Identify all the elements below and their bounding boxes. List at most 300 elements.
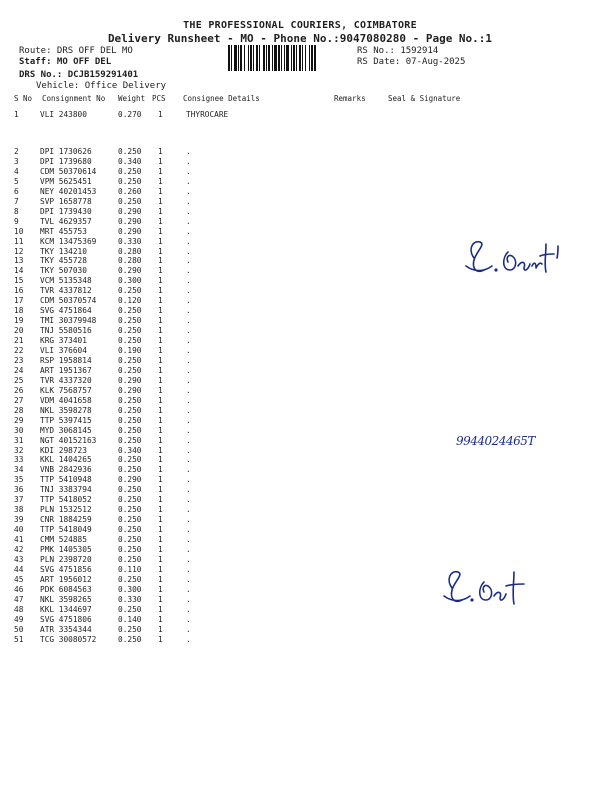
- row-weight: 0.290: [118, 475, 142, 485]
- barcode-bar: [314, 45, 316, 71]
- table-row: [0, 336, 600, 346]
- barcode-bar: [238, 45, 239, 71]
- row-weight: 0.280: [118, 246, 142, 256]
- table-row: [0, 326, 600, 336]
- barcode-bar: [266, 45, 267, 71]
- barcode-bar: [259, 45, 260, 71]
- table-row: [0, 396, 600, 406]
- row-pcs: 1: [158, 515, 163, 525]
- row-consignee-details: .: [186, 196, 191, 206]
- row-weight: 0.250: [118, 515, 142, 525]
- row-sno: 37: [14, 495, 24, 505]
- row-pcs: 1: [158, 405, 163, 415]
- row-consignment-no: NKL 3598265: [40, 594, 92, 604]
- row-pcs: 1: [158, 110, 163, 119]
- row-consignee-details: .: [186, 634, 191, 644]
- row-pcs: 1: [158, 475, 163, 485]
- row-sno: 3: [14, 156, 19, 166]
- row-weight: 0.260: [118, 186, 142, 196]
- barcode-bar: [250, 45, 252, 71]
- row-pcs: 1: [158, 186, 163, 196]
- barcode-bar: [309, 45, 310, 71]
- row-sno: 14: [14, 266, 24, 276]
- row-pcs: 1: [158, 455, 163, 465]
- row-consignment-no: KRG 373401: [40, 336, 87, 346]
- row-weight: 0.250: [118, 286, 142, 296]
- row-consignee-details: .: [186, 266, 191, 276]
- rs-number: RS No.: 1592914: [357, 46, 439, 56]
- table-row: [0, 416, 600, 426]
- row-consignee-details: .: [186, 336, 191, 346]
- row-consignee-details: .: [186, 395, 191, 405]
- table-row: [0, 110, 600, 120]
- table-row: [0, 147, 600, 157]
- row-sno: 25: [14, 375, 24, 385]
- barcode-bar: [286, 45, 289, 71]
- row-pcs: 1: [158, 306, 163, 316]
- row-pcs: 1: [158, 226, 163, 236]
- row-sno: 20: [14, 326, 24, 336]
- table-row: [0, 515, 600, 525]
- row-consignment-no: DPI 1739680: [40, 156, 92, 166]
- row-consignee-details: .: [186, 246, 191, 256]
- table-row: [0, 316, 600, 326]
- col-header-seal-signature: Seal & Signature: [388, 94, 461, 103]
- barcode-bar: [263, 45, 265, 71]
- row-pcs: 1: [158, 604, 163, 614]
- row-consignee-details: .: [186, 624, 191, 634]
- row-consignee-details: .: [186, 405, 191, 415]
- row-pcs: 1: [158, 614, 163, 624]
- barcode-bar: [253, 45, 254, 71]
- row-consignment-no: TKY 455728: [40, 256, 87, 266]
- row-consignee-details: .: [186, 147, 191, 156]
- table-row: [0, 455, 600, 465]
- row-weight: 0.250: [118, 306, 142, 316]
- row-weight: 0.110: [118, 564, 142, 574]
- row-weight: 0.250: [118, 465, 142, 475]
- row-weight: 0.300: [118, 276, 142, 286]
- row-pcs: 1: [158, 316, 163, 326]
- row-pcs: 1: [158, 246, 163, 256]
- table-row: [0, 615, 600, 625]
- row-weight: 0.250: [118, 485, 142, 495]
- row-sno: 43: [14, 554, 24, 564]
- barcode-bar: [240, 45, 242, 71]
- row-pcs: 1: [158, 216, 163, 226]
- row-consignment-no: DPI 1739430: [40, 206, 92, 216]
- row-consignment-no: TVR 4337812: [40, 286, 92, 296]
- vehicle-label: Vehicle: Office Delivery: [36, 81, 167, 91]
- table-row: [0, 625, 600, 635]
- barcode-bar: [293, 45, 295, 71]
- row-weight: 0.250: [118, 355, 142, 365]
- barcode-bar: [299, 45, 301, 71]
- row-sno: 35: [14, 475, 24, 485]
- row-sno: 17: [14, 296, 24, 306]
- row-weight: 0.250: [118, 196, 142, 206]
- row-consignment-no: TTP 5397415: [40, 415, 92, 425]
- row-weight: 0.290: [118, 216, 142, 226]
- row-weight: 0.290: [118, 266, 142, 276]
- row-pcs: 1: [158, 445, 163, 455]
- row-sno: 45: [14, 574, 24, 584]
- row-weight: 0.340: [118, 156, 142, 166]
- row-sno: 36: [14, 485, 24, 495]
- row-pcs: 1: [158, 276, 163, 286]
- row-sno: 48: [14, 604, 24, 614]
- staff-label: Staff: MO OFF DEL: [19, 57, 112, 67]
- row-weight: 0.330: [118, 594, 142, 604]
- row-consignee-details: .: [186, 365, 191, 375]
- row-pcs: 1: [158, 266, 163, 276]
- row-consignee-details: .: [186, 584, 191, 594]
- barcode-bar: [228, 45, 230, 71]
- barcode-bar: [296, 45, 297, 71]
- row-consignment-no: NKL 3598278: [40, 405, 92, 415]
- row-sno: 31: [14, 435, 24, 445]
- barcode-bar: [311, 45, 313, 71]
- row-pcs: 1: [158, 336, 163, 346]
- row-pcs: 1: [158, 256, 163, 266]
- row-weight: 0.250: [118, 395, 142, 405]
- row-weight: 0.250: [118, 525, 142, 535]
- barcode-bar: [274, 45, 277, 71]
- row-sno: 22: [14, 346, 24, 355]
- barcode-bar: [272, 45, 273, 71]
- row-weight: 0.250: [118, 545, 142, 554]
- row-consignee-details: .: [186, 355, 191, 365]
- row-weight: 0.120: [118, 296, 142, 306]
- row-consignment-no: TNJ 5580516: [40, 326, 92, 336]
- row-sno: 27: [14, 395, 24, 405]
- row-sno: 30: [14, 425, 24, 435]
- company-title: THE PROFESSIONAL COURIERS, COIMBATORE: [183, 20, 417, 31]
- row-consignment-no: MRT 455753: [40, 226, 87, 236]
- row-consignment-no: TTP 5418052: [40, 495, 92, 505]
- signature-image-2: [440, 566, 550, 610]
- row-consignment-no: KKL 1404265: [40, 455, 92, 465]
- row-pcs: 1: [158, 554, 163, 564]
- row-pcs: 1: [158, 525, 163, 535]
- row-consignee-details: .: [186, 515, 191, 525]
- row-consignment-no: PLN 2398720: [40, 554, 92, 564]
- row-consignee-details: .: [186, 206, 191, 216]
- row-sno: 29: [14, 415, 24, 425]
- row-consignee-details: .: [186, 535, 191, 545]
- row-sno: 13: [14, 256, 24, 266]
- row-pcs: 1: [158, 166, 163, 176]
- row-weight: 0.250: [118, 435, 142, 445]
- row-consignee-details: .: [186, 176, 191, 186]
- barcode-bar: [244, 45, 245, 71]
- row-weight: 0.250: [118, 455, 142, 465]
- row-sno: 2: [14, 147, 19, 156]
- row-weight: 0.340: [118, 445, 142, 455]
- row-consignee-details: .: [186, 286, 191, 296]
- table-row: [0, 306, 600, 316]
- row-consignment-no: PMK 1405305: [40, 545, 92, 554]
- col-header-pcs: PCS: [152, 94, 166, 103]
- row-pcs: 1: [158, 495, 163, 505]
- col-header-consignment: Consignment No: [42, 94, 106, 103]
- row-consignment-no: SVG 4751856: [40, 564, 92, 574]
- table-row: [0, 525, 600, 535]
- row-weight: 0.290: [118, 385, 142, 395]
- row-consignee-details: .: [186, 525, 191, 535]
- table-row: [0, 545, 600, 555]
- row-consignment-no: ATR 3354344: [40, 624, 92, 634]
- row-weight: 0.250: [118, 535, 142, 545]
- row-weight: 0.250: [118, 326, 142, 336]
- table-row: [0, 207, 600, 217]
- table-row: [0, 296, 600, 306]
- table-row: [0, 187, 600, 197]
- row-sno: 33: [14, 455, 24, 465]
- signature-image: [462, 236, 572, 280]
- row-weight: 0.250: [118, 425, 142, 435]
- table-row: [0, 197, 600, 207]
- row-weight: 0.250: [118, 505, 142, 515]
- barcode-bar: [305, 45, 306, 71]
- row-pcs: 1: [158, 584, 163, 594]
- col-header-details: Consignee Details: [183, 94, 260, 103]
- row-weight: 0.290: [118, 206, 142, 216]
- row-consignee-details: .: [186, 485, 191, 495]
- row-sno: 11: [14, 236, 24, 246]
- row-pcs: 1: [158, 574, 163, 584]
- row-consignment-no: SVP 1658778: [40, 196, 92, 206]
- table-row: [0, 346, 600, 356]
- row-consignment-no: CDM 50370574: [40, 296, 97, 306]
- col-header-remarks: Remarks: [334, 94, 366, 103]
- row-sno: 42: [14, 545, 24, 554]
- row-pcs: 1: [158, 385, 163, 395]
- row-consignment-no: NEY 40201453: [40, 186, 97, 196]
- row-consignee-details: .: [186, 445, 191, 455]
- table-row: [0, 356, 600, 366]
- row-sno: 46: [14, 584, 24, 594]
- row-pcs: 1: [158, 375, 163, 385]
- row-sno: 34: [14, 465, 24, 475]
- row-consignee-details: .: [186, 296, 191, 306]
- barcode-bar: [302, 45, 303, 71]
- table-row: [0, 286, 600, 296]
- table-row: [0, 495, 600, 505]
- row-weight: 0.250: [118, 604, 142, 614]
- row-consignee-details: .: [186, 236, 191, 246]
- table-row: [0, 635, 600, 645]
- row-consignment-no: ART 1956012: [40, 574, 92, 584]
- row-sno: 5: [14, 176, 19, 186]
- row-consignment-no: PDK 6084563: [40, 584, 92, 594]
- rs-date: RS Date: 07-Aug-2025: [357, 57, 466, 67]
- row-consignment-no: VPM 5625451: [40, 176, 92, 186]
- table-row: [0, 505, 600, 515]
- row-weight: 0.290: [118, 375, 142, 385]
- row-sno: 51: [14, 634, 24, 644]
- col-header-weight: Weight: [118, 94, 146, 103]
- row-sno: 38: [14, 505, 24, 515]
- row-sno: 44: [14, 564, 24, 574]
- row-consignment-no: TVR 4337320: [40, 375, 92, 385]
- row-sno: 32: [14, 445, 24, 455]
- row-pcs: 1: [158, 395, 163, 405]
- route-label: Route: DRS OFF DEL MO: [19, 46, 133, 56]
- row-pcs: 1: [158, 435, 163, 445]
- barcode-bar: [256, 45, 258, 71]
- table-row: [0, 406, 600, 416]
- table-row: [0, 177, 600, 187]
- row-pcs: 1: [158, 545, 163, 554]
- drs-number: DRS No.: DCJB159291401: [19, 70, 139, 80]
- row-consignee-details: .: [186, 574, 191, 584]
- row-weight: 0.250: [118, 166, 142, 176]
- row-consignment-no: NGT 40152163: [40, 435, 97, 445]
- row-pcs: 1: [158, 365, 163, 375]
- table-row: [0, 376, 600, 386]
- row-consignment-no: TMI 30379948: [40, 316, 97, 326]
- row-pcs: 1: [158, 415, 163, 425]
- row-sno: 12: [14, 246, 24, 256]
- row-consignee-details: .: [186, 156, 191, 166]
- row-consignee-details: .: [186, 316, 191, 326]
- row-consignment-no: KKL 1344697: [40, 604, 92, 614]
- barcode-bar: [291, 45, 292, 71]
- row-pcs: 1: [158, 634, 163, 644]
- row-weight: 0.250: [118, 554, 142, 564]
- table-row: [0, 386, 600, 396]
- row-weight: 0.250: [118, 316, 142, 326]
- row-sno: 26: [14, 385, 24, 395]
- row-sno: 28: [14, 405, 24, 415]
- row-pcs: 1: [158, 594, 163, 604]
- row-consignee-details: .: [186, 594, 191, 604]
- row-consignee-details: .: [186, 614, 191, 624]
- row-weight: 0.250: [118, 336, 142, 346]
- row-consignment-no: PLN 1532512: [40, 505, 92, 515]
- row-pcs: 1: [158, 156, 163, 166]
- runsheet-subtitle: Delivery Runsheet - MO - Phone No.:9047080280 - Page No.:1: [107, 32, 493, 45]
- table-row: [0, 555, 600, 565]
- row-consignee-details: .: [186, 216, 191, 226]
- row-consignment-no: CDM 50370614: [40, 166, 97, 176]
- row-consignment-no: TCG 30080572: [40, 634, 97, 644]
- row-consignment-no: VLI 243800: [40, 110, 87, 119]
- row-weight: 0.250: [118, 415, 142, 425]
- row-sno: 4: [14, 166, 19, 176]
- row-weight: 0.250: [118, 574, 142, 584]
- row-pcs: 1: [158, 465, 163, 475]
- table-row: [0, 167, 600, 177]
- row-sno: 39: [14, 515, 24, 525]
- row-weight: 0.250: [118, 147, 142, 156]
- row-consignment-no: MYD 3068145: [40, 425, 92, 435]
- row-pcs: 1: [158, 425, 163, 435]
- row-weight: 0.250: [118, 634, 142, 644]
- row-consignment-no: CNR 1884259: [40, 515, 92, 525]
- col-header-sno: S No: [14, 94, 33, 103]
- row-weight: 0.250: [118, 365, 142, 375]
- row-consignee-details: .: [186, 306, 191, 316]
- row-sno: 24: [14, 365, 24, 375]
- row-sno: 9: [14, 216, 19, 226]
- row-sno: 19: [14, 316, 24, 326]
- row-weight: 0.250: [118, 405, 142, 415]
- row-sno: 50: [14, 624, 24, 634]
- row-consignee-details: .: [186, 415, 191, 425]
- row-consignment-no: TVL 4629357: [40, 216, 92, 226]
- row-sno: 49: [14, 614, 24, 624]
- row-weight: 0.190: [118, 346, 142, 355]
- row-sno: 7: [14, 196, 19, 206]
- row-consignee-details: .: [186, 226, 191, 236]
- table-row: [0, 535, 600, 545]
- row-consignment-no: KCM 13475369: [40, 236, 97, 246]
- row-consignee-details: .: [186, 186, 191, 196]
- row-sno: 41: [14, 535, 24, 545]
- row-consignment-no: TTP 5410948: [40, 475, 92, 485]
- table-row: [0, 366, 600, 376]
- barcode-image: [228, 45, 356, 71]
- row-consignment-no: VCM 5135348: [40, 276, 92, 286]
- row-consignee-details: .: [186, 465, 191, 475]
- row-pcs: 1: [158, 147, 163, 156]
- row-pcs: 1: [158, 355, 163, 365]
- row-sno: 21: [14, 336, 24, 346]
- row-consignee-details: .: [186, 385, 191, 395]
- row-sno: 8: [14, 206, 19, 216]
- row-consignment-no: CMM 524885: [40, 535, 87, 545]
- row-consignment-no: VNB 2842936: [40, 465, 92, 475]
- row-weight: 0.330: [118, 236, 142, 246]
- row-consignment-no: KDI 298723: [40, 445, 87, 455]
- table-row: [0, 157, 600, 167]
- barcode-bar: [281, 45, 282, 71]
- row-consignee-details: .: [186, 475, 191, 485]
- row-consignment-no: ART 1951367: [40, 365, 92, 375]
- row-consignee-details: .: [186, 545, 191, 554]
- row-sno: 16: [14, 286, 24, 296]
- row-consignee-details: .: [186, 166, 191, 176]
- row-consignee-details: .: [186, 375, 191, 385]
- row-consignment-no: KLK 7568757: [40, 385, 92, 395]
- row-sno: 15: [14, 276, 24, 286]
- row-pcs: 1: [158, 346, 163, 355]
- row-pcs: 1: [158, 206, 163, 216]
- table-row: [0, 465, 600, 475]
- row-sno: 18: [14, 306, 24, 316]
- table-row: [0, 217, 600, 227]
- row-consignee-details: .: [186, 276, 191, 286]
- barcode-bar: [248, 45, 249, 71]
- row-pcs: 1: [158, 296, 163, 306]
- row-consignee-details: .: [186, 505, 191, 515]
- row-pcs: 1: [158, 624, 163, 634]
- row-weight: 0.140: [118, 614, 142, 624]
- barcode-bar: [231, 45, 232, 71]
- handwritten-phone-number: 9944024465T: [456, 434, 535, 448]
- row-consignee-details: .: [186, 554, 191, 564]
- row-consignee-details: .: [186, 564, 191, 574]
- row-consignment-no: RSP 1958814: [40, 355, 92, 365]
- row-weight: 0.250: [118, 624, 142, 634]
- row-weight: 0.270: [118, 110, 142, 119]
- row-consignee-details: .: [186, 604, 191, 614]
- row-consignment-no: TNJ 3383794: [40, 485, 92, 495]
- table-row: [0, 475, 600, 485]
- barcode-bar: [284, 45, 285, 71]
